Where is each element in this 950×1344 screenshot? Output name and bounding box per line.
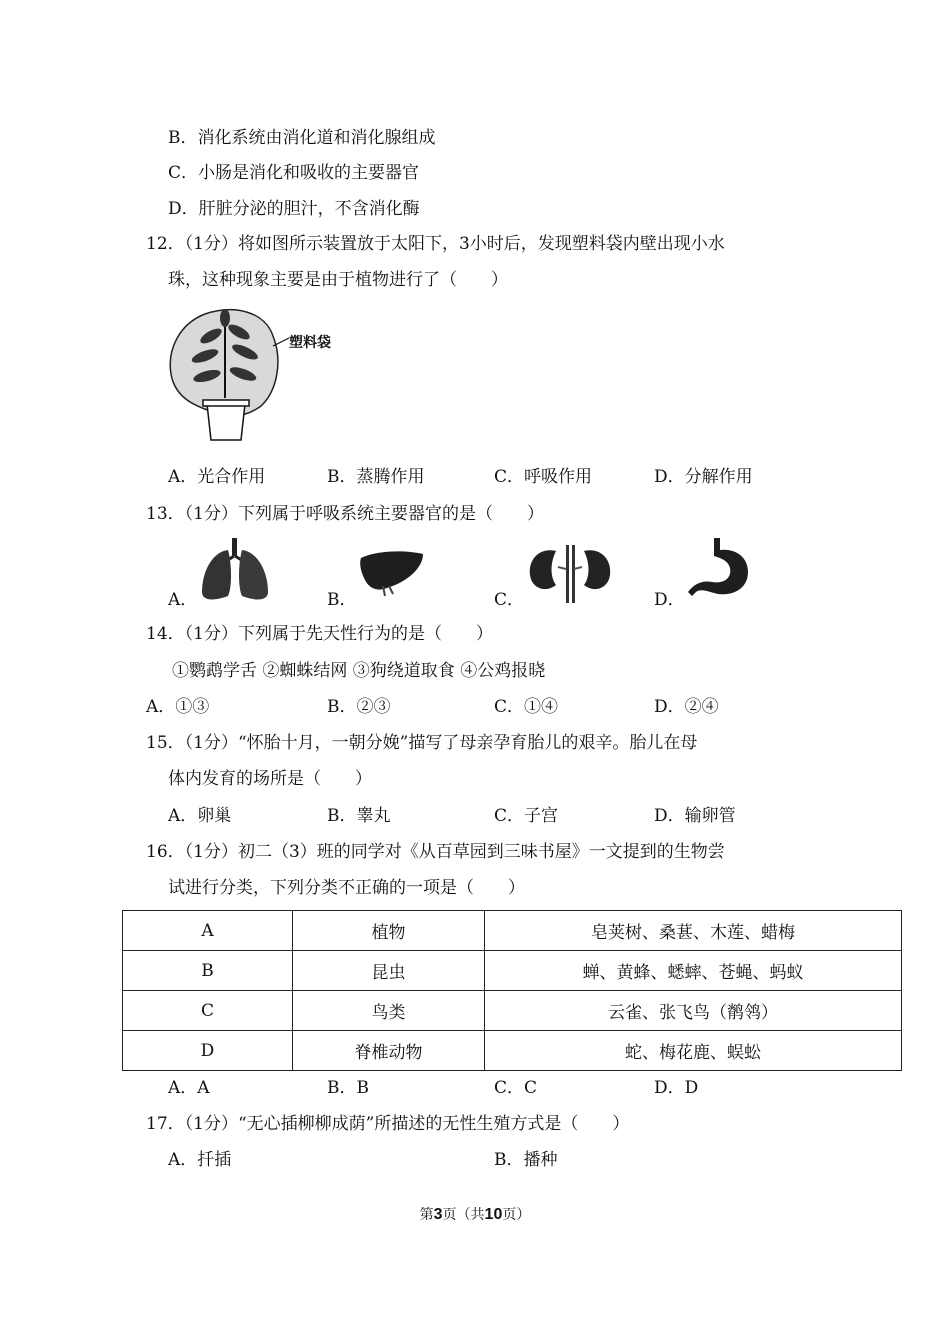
kidneys-icon <box>526 545 614 603</box>
lungs-icon <box>198 538 272 604</box>
table-row <box>123 911 902 951</box>
q13-option-b: B． <box>327 590 357 610</box>
q12-option-c: C．呼吸作用 <box>494 467 593 487</box>
table-cell-label: B <box>123 951 293 991</box>
q11-option-c: C．小肠是消化和吸收的主要器官 <box>168 163 420 183</box>
q14-option-d: D．②④ <box>654 697 719 717</box>
classification-table <box>122 910 902 1071</box>
q12-option-a: A．光合作用 <box>168 467 266 487</box>
footer-total-pages: 10 <box>484 1206 503 1223</box>
table-cell-label: D <box>123 1031 293 1071</box>
page-footer <box>0 1204 950 1224</box>
table-cell-examples: 云雀、张飞鸟（鹡鸰） <box>485 991 902 1031</box>
q12-stem-line1: 12．（1分）将如图所示装置放于太阳下，3小时后，发现塑料袋内壁出现小水 <box>146 234 725 254</box>
footer-prefix: 第 <box>419 1207 434 1223</box>
q16-option-d: D．D <box>654 1078 699 1098</box>
q14-option-a: A．①③ <box>146 697 210 717</box>
q16-option-c: C．C <box>494 1078 538 1098</box>
table-cell-label: A <box>123 911 293 951</box>
q15-option-a: A．卵巢 <box>168 806 232 826</box>
footer-suffix: 页） <box>502 1207 531 1223</box>
table-cell-category: 脊椎动物 <box>293 1031 485 1071</box>
q16-option-b: B．B <box>327 1078 369 1098</box>
q15-option-b: B．睾丸 <box>327 806 391 826</box>
q13-option-a: A． <box>168 590 198 610</box>
q15-stem-line2: 体内发育的场所是（ ） <box>168 769 372 789</box>
q13-stem: 13．（1分）下列属于呼吸系统主要器官的是（ ） <box>146 504 544 524</box>
q15-stem-line1: 15．（1分）“怀胎十月，一朝分娩”描写了母亲孕育胎儿的艰辛。胎儿在母 <box>146 733 698 753</box>
stomach-icon <box>684 536 754 604</box>
table-cell-examples: 蝉、黄蜂、蟋蟀、苍蝇、蚂蚁 <box>485 951 902 991</box>
q12-option-b: B．蒸腾作用 <box>327 467 425 487</box>
table-cell-category: 鸟类 <box>293 991 485 1031</box>
plastic-bag-label: 塑料袋 <box>289 335 331 351</box>
q17-option-b: B．播种 <box>494 1150 558 1170</box>
q13-option-d: D． <box>654 590 685 610</box>
q14-stem: 14．（1分）下列属于先天性行为的是（ ） <box>146 624 493 644</box>
table-row <box>123 951 902 991</box>
table-cell-examples: 蛇、梅花鹿、蜈蚣 <box>485 1031 902 1071</box>
table-cell-label: C <box>123 991 293 1031</box>
table-cell-category: 植物 <box>293 911 485 951</box>
q12-stem-line2: 珠，这种现象主要是由于植物进行了（ ） <box>168 270 508 290</box>
q13-option-c: C． <box>494 590 525 610</box>
q15-option-c: C．子宫 <box>494 806 559 826</box>
q16-stem-line1: 16．（1分）初二（3）班的同学对《从百草园到三味书屋》一文提到的生物尝 <box>146 842 725 862</box>
q17-option-a: A．扦插 <box>168 1150 232 1170</box>
q14-option-c: C．①④ <box>494 697 559 717</box>
plant-in-bag-figure <box>165 306 355 446</box>
q14-items: ①鹦鹉学舌 ②蜘蛛结网 ③狗绕道取食 ④公鸡报晓 <box>172 661 546 681</box>
table-row <box>123 1031 902 1071</box>
table-cell-category: 昆虫 <box>293 951 485 991</box>
q16-stem-line2: 试进行分类，下列分类不正确的一项是（ ） <box>168 878 525 898</box>
table-cell-examples: 皂荚树、桑葚、木莲、蜡梅 <box>485 911 902 951</box>
table-row <box>123 991 902 1031</box>
q11-option-d: D．肝脏分泌的胆汁，不含消化酶 <box>168 199 420 219</box>
liver-icon <box>357 548 427 598</box>
q16-option-a: A．A <box>168 1078 210 1098</box>
q17-stem: 17．（1分）“无心插柳柳成荫”所描述的无性生殖方式是（ ） <box>146 1114 630 1134</box>
q15-option-d: D．输卵管 <box>654 806 736 826</box>
q11-option-b: B．消化系统由消化道和消化腺组成 <box>168 128 436 148</box>
footer-page-number: 3 <box>433 1206 443 1223</box>
q12-option-d: D．分解作用 <box>654 467 753 487</box>
q14-option-b: B．②③ <box>327 697 391 717</box>
footer-mid: 页（共 <box>442 1207 485 1223</box>
